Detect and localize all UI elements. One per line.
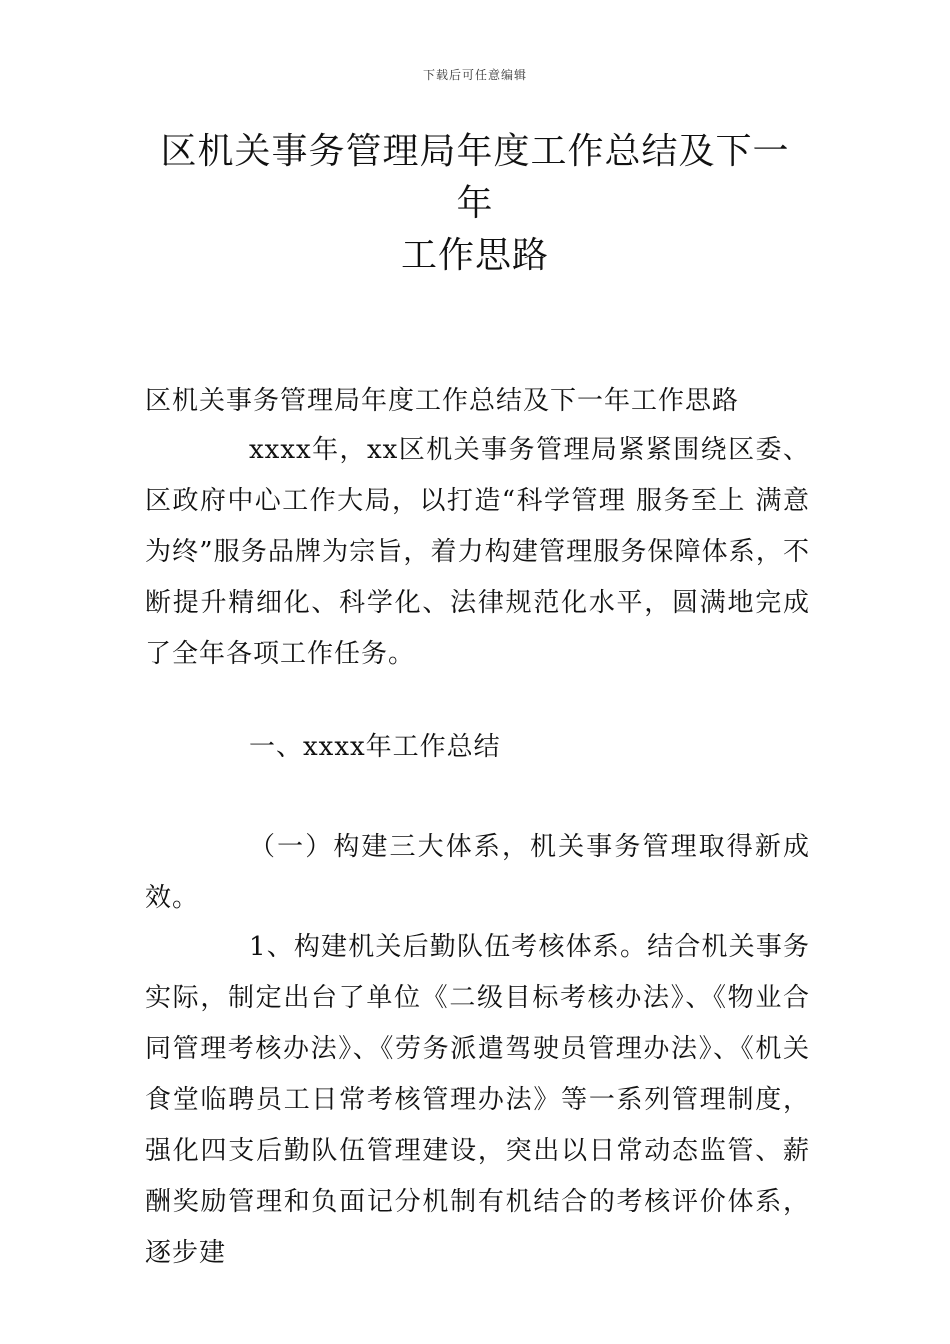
document-subtitle: 区机关事务管理局年度工作总结及下一年工作思路 xyxy=(145,386,740,416)
section-heading: 一、xxxx年工作总结 xyxy=(249,732,501,762)
document-title-line-1: 区机关事务管理局年度工作总结及下一年 xyxy=(160,131,790,224)
subsection-heading: （一）构建三大体系，机关事务管理取得新成效。 xyxy=(145,832,810,913)
document-title-line-2: 工作思路 xyxy=(400,235,549,276)
document-title xyxy=(150,126,800,282)
header-note: 下载后可任意编辑 xyxy=(422,68,527,82)
item-paragraph: 1、构建机关后勤队伍考核体系。结合机关事务实际，制定出台了单位《二级目标考核办法》、《物业合同管理考核办法》、《劳务派遣驾驶员管理办法》、《机关食堂临聘员工日常考核管理办法》等一系列管理制度，强化四支后勤队伍管理建设，突出以日常动态监管、薪酬奖励管理和负面记分机制有机结合的考核评价体系，逐步建 xyxy=(145,932,810,1268)
intro-paragraph: xxxx年，xx区机关事务管理局紧紧围绕区委、区政府中心工作大局，以打造“科学管理 服务至上 满意为终”服务品牌为宗旨，着力构建管理服务保障体系，不断提升精细化、科学化、法律规范化水平，圆满地完成了全年各项工作任务。 xyxy=(145,435,810,669)
